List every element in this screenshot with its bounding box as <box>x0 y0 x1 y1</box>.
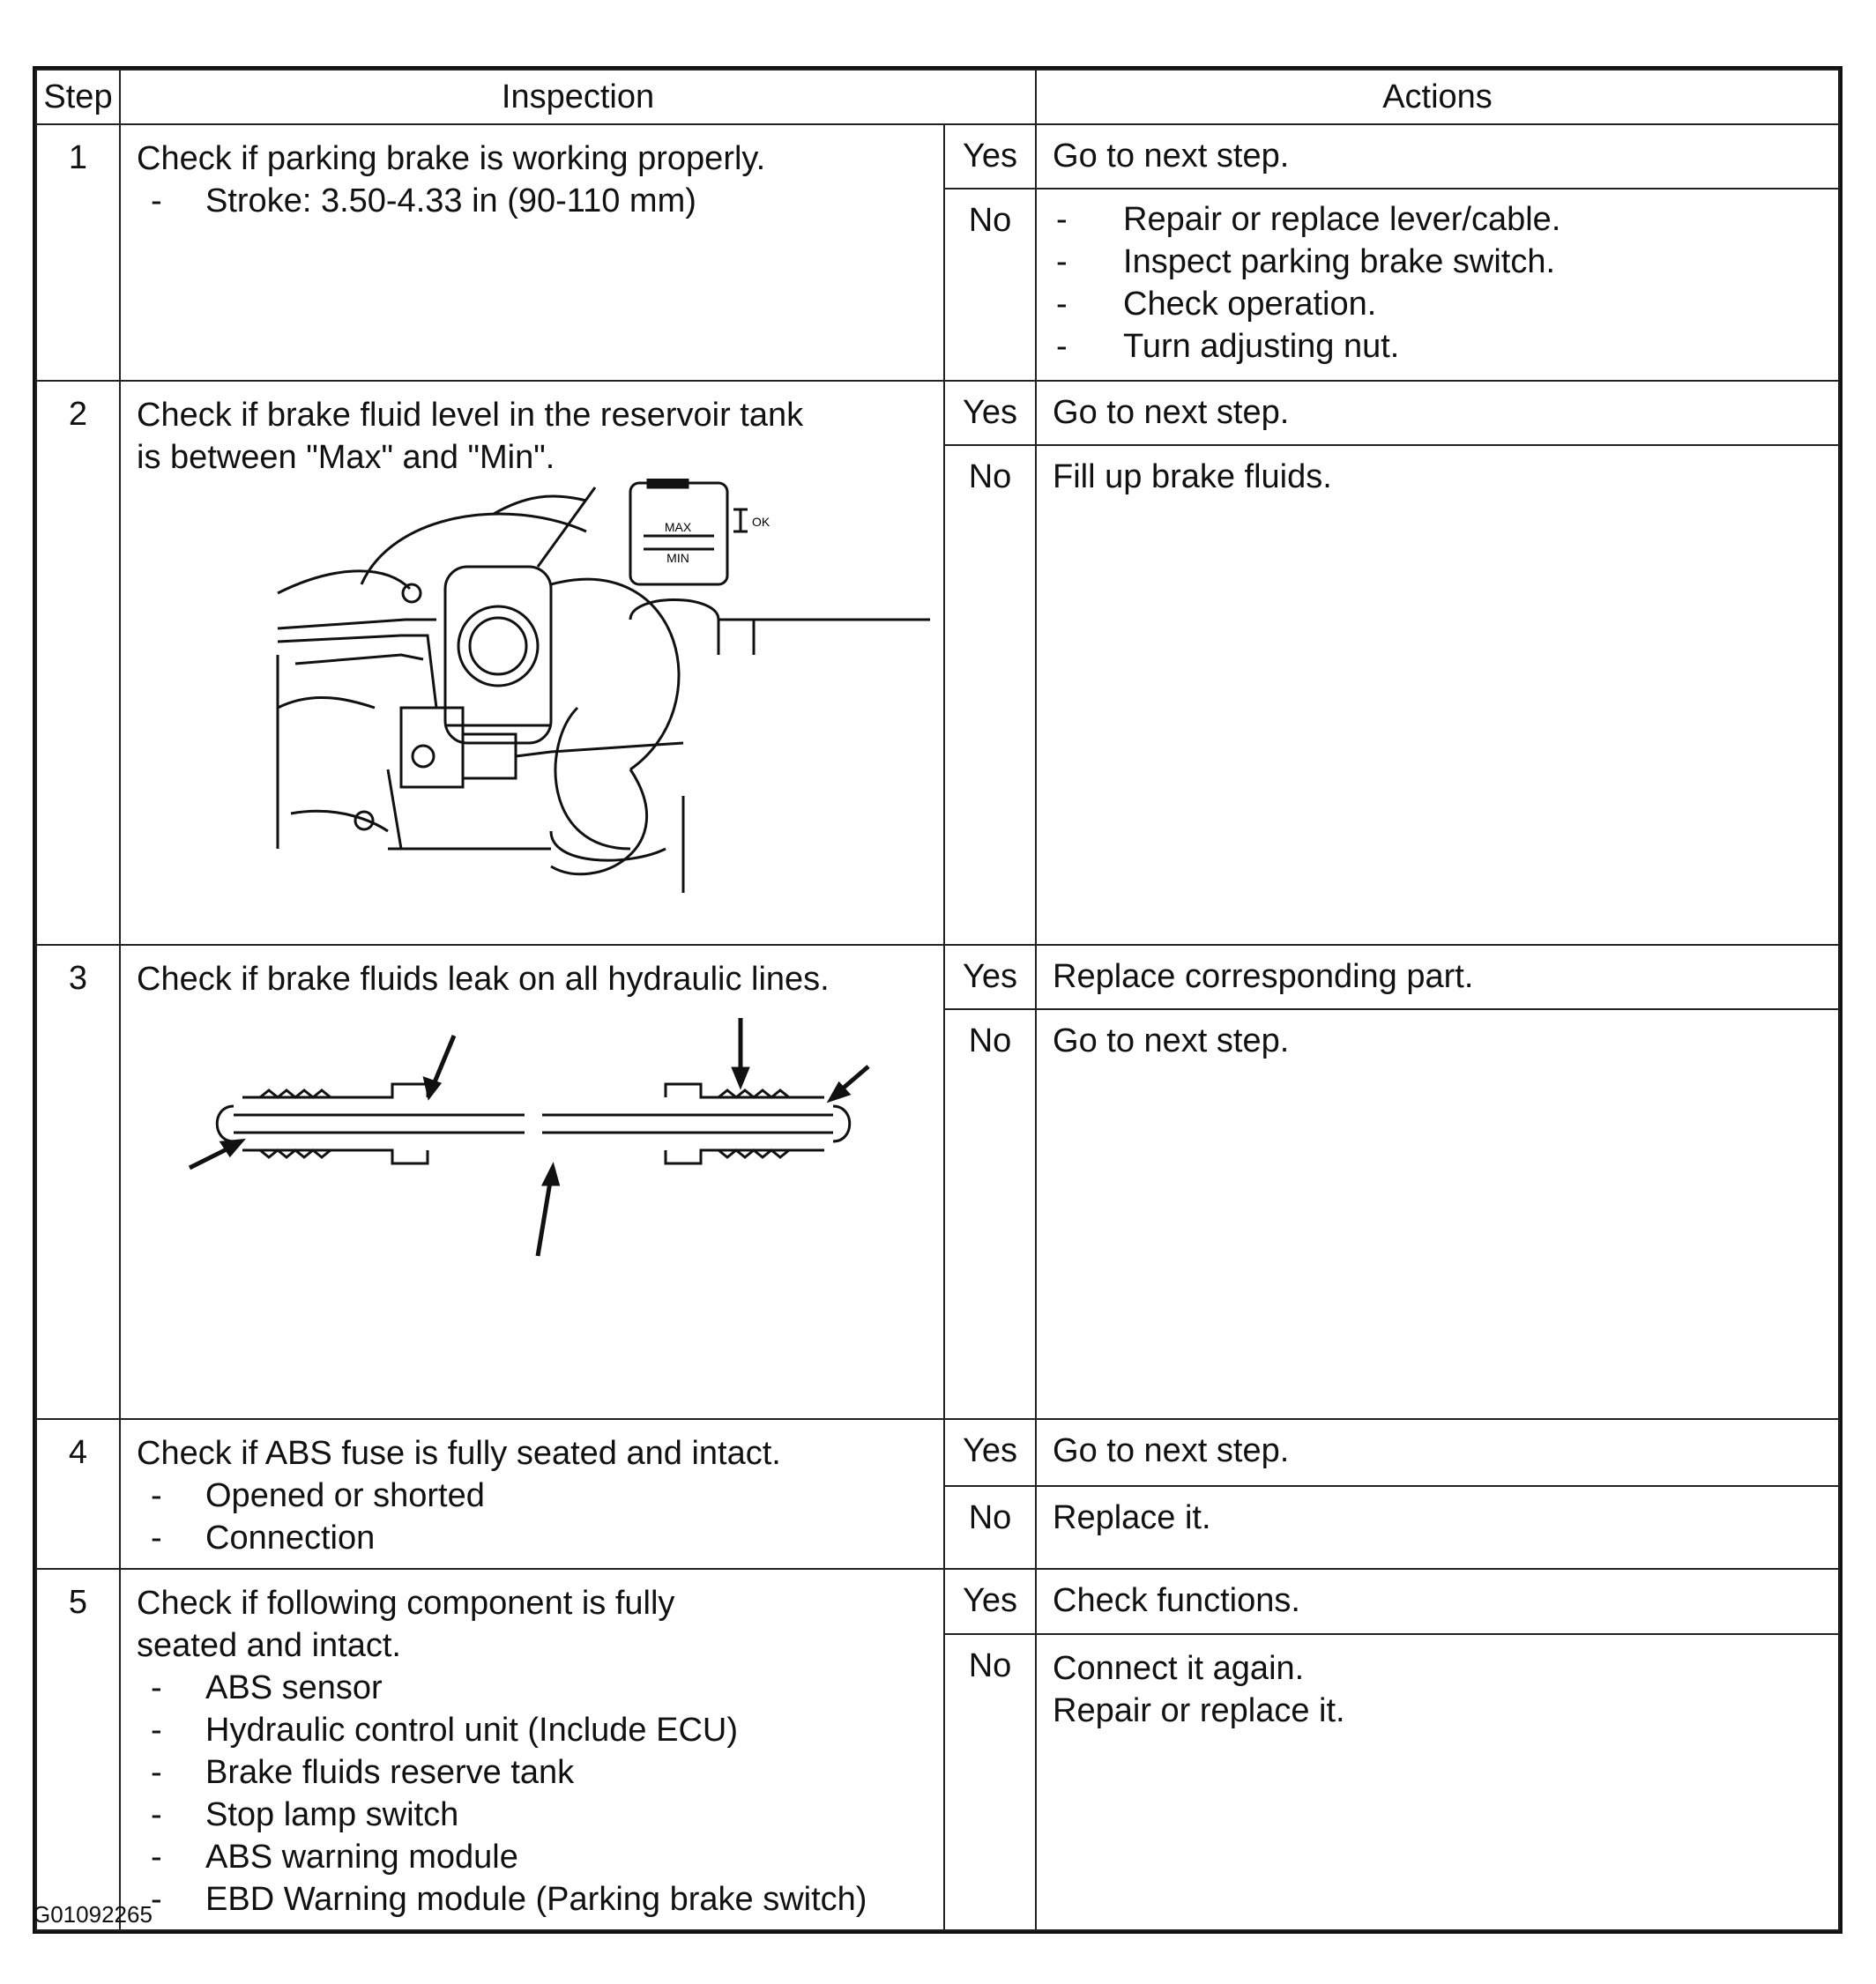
yes-action: Go to next step. <box>1036 1419 1839 1486</box>
inspection-cell <box>120 124 944 381</box>
step-4-yes-row <box>36 1419 1839 1486</box>
inspection-detail <box>137 1836 929 1878</box>
action-item <box>1053 198 1822 241</box>
step-2-yes-row <box>36 381 1839 445</box>
inspection-text: is between "Max" and "Min". <box>137 439 555 476</box>
yes-action: Replace corresponding part. <box>1036 945 1839 1009</box>
inspection-cell <box>120 381 944 945</box>
no-label: No <box>944 445 1036 945</box>
action-text: Connect it again. <box>1053 1650 1305 1688</box>
yes-label: Yes <box>944 1569 1036 1634</box>
inspection-detail <box>137 1475 929 1517</box>
inspection-detail <box>137 180 929 222</box>
no-action: Go to next step. <box>1036 1009 1839 1419</box>
inspection-text: Check if parking brake is working properly. <box>137 140 766 177</box>
no-action: Fill up brake fluids. <box>1036 445 1839 945</box>
bullet-dash: - <box>1056 243 1068 280</box>
diagnostic-table-sheet <box>33 66 1842 1934</box>
step-number: 1 <box>36 124 120 381</box>
detail-text: EBD Warning module (Parking brake switch) <box>205 1881 867 1918</box>
inspection-text: Check if brake fluids leak on all hydraulic lines. <box>137 961 830 998</box>
inspection-detail <box>137 1794 929 1836</box>
yes-label: Yes <box>944 1419 1036 1486</box>
step-number: 2 <box>36 381 120 945</box>
header-actions: Actions <box>1036 70 1839 124</box>
yes-label: Yes <box>944 381 1036 445</box>
action-text: Check operation. <box>1123 286 1377 323</box>
action-text: Inspect parking brake switch. <box>1123 243 1556 280</box>
header-step: Step <box>36 70 120 124</box>
bullet-dash: - <box>151 1712 162 1749</box>
inspection-text: Check if ABS fuse is fully seated and intact. <box>137 1435 781 1472</box>
bullet-dash: - <box>151 1669 162 1706</box>
max-label: MAX <box>664 520 692 534</box>
inspection-detail <box>137 1751 929 1794</box>
bullet-dash: - <box>151 1881 162 1918</box>
brake-reservoir-illustration <box>137 479 930 910</box>
hydraulic-line-fittings-illustration <box>137 1000 930 1265</box>
inspection-cell <box>120 945 944 1419</box>
step-3-yes-row <box>36 945 1839 1009</box>
diagnostic-table <box>35 69 1840 1931</box>
bullet-dash: - <box>151 1520 162 1557</box>
yes-label: Yes <box>944 945 1036 1009</box>
detail-text: Connection <box>205 1520 376 1557</box>
inspection-detail <box>137 1517 929 1559</box>
step-5-yes-row <box>36 1569 1839 1634</box>
inspection-detail <box>137 1709 929 1751</box>
bullet-dash: - <box>1056 328 1068 365</box>
action-text: Repair or replace lever/cable. <box>1123 201 1561 238</box>
detail-text: Opened or shorted <box>205 1477 485 1514</box>
step-number: 5 <box>36 1569 120 1930</box>
detail-text: ABS sensor <box>205 1669 383 1706</box>
bullet-dash: - <box>151 1796 162 1833</box>
action-item <box>1053 283 1822 325</box>
bullet-dash: - <box>1056 286 1068 323</box>
no-label: No <box>944 1634 1036 1930</box>
no-action <box>1036 189 1839 381</box>
inspection-cell <box>120 1569 944 1930</box>
bullet-dash: - <box>1056 201 1068 238</box>
detail-text: ABS warning module <box>205 1839 518 1876</box>
action-item <box>1053 241 1822 283</box>
yes-action: Go to next step. <box>1036 124 1839 189</box>
no-label: No <box>944 1486 1036 1569</box>
detail-text: Stroke: 3.50-4.33 in (90-110 mm) <box>205 182 696 219</box>
yes-label: Yes <box>944 124 1036 189</box>
no-label: No <box>944 189 1036 381</box>
detail-text: Stop lamp switch <box>205 1796 459 1833</box>
detail-text: Brake fluids reserve tank <box>205 1754 575 1791</box>
inspection-cell <box>120 1419 944 1569</box>
step-number: 4 <box>36 1419 120 1569</box>
header-row <box>36 70 1839 124</box>
header-inspection: Inspection <box>120 70 1036 124</box>
no-action: Replace it. <box>1036 1486 1839 1569</box>
bullet-dash: - <box>151 182 162 219</box>
action-item <box>1053 325 1822 368</box>
inspection-text: Check if following component is fully <box>137 1585 675 1622</box>
inspection-text: Check if brake fluid level in the reservoir tank <box>137 397 804 434</box>
step-1-yes-row <box>36 124 1839 189</box>
inspection-text: seated and intact. <box>137 1627 401 1664</box>
action-text: Repair or replace it. <box>1053 1692 1345 1730</box>
bullet-dash: - <box>151 1839 162 1876</box>
step-number: 3 <box>36 945 120 1419</box>
yes-action: Check functions. <box>1036 1569 1839 1634</box>
no-action <box>1036 1634 1839 1930</box>
detail-text: Hydraulic control unit (Include ECU) <box>205 1712 739 1749</box>
ok-label: OK <box>752 515 770 529</box>
inspection-detail <box>137 1667 929 1709</box>
bullet-dash: - <box>151 1477 162 1514</box>
yes-action: Go to next step. <box>1036 381 1839 445</box>
bullet-dash: - <box>151 1754 162 1791</box>
action-text: Turn adjusting nut. <box>1123 328 1400 365</box>
min-label: MIN <box>666 551 689 565</box>
no-label: No <box>944 1009 1036 1419</box>
inspection-detail <box>137 1878 929 1921</box>
figure-code: G01092265 <box>33 1901 153 1928</box>
